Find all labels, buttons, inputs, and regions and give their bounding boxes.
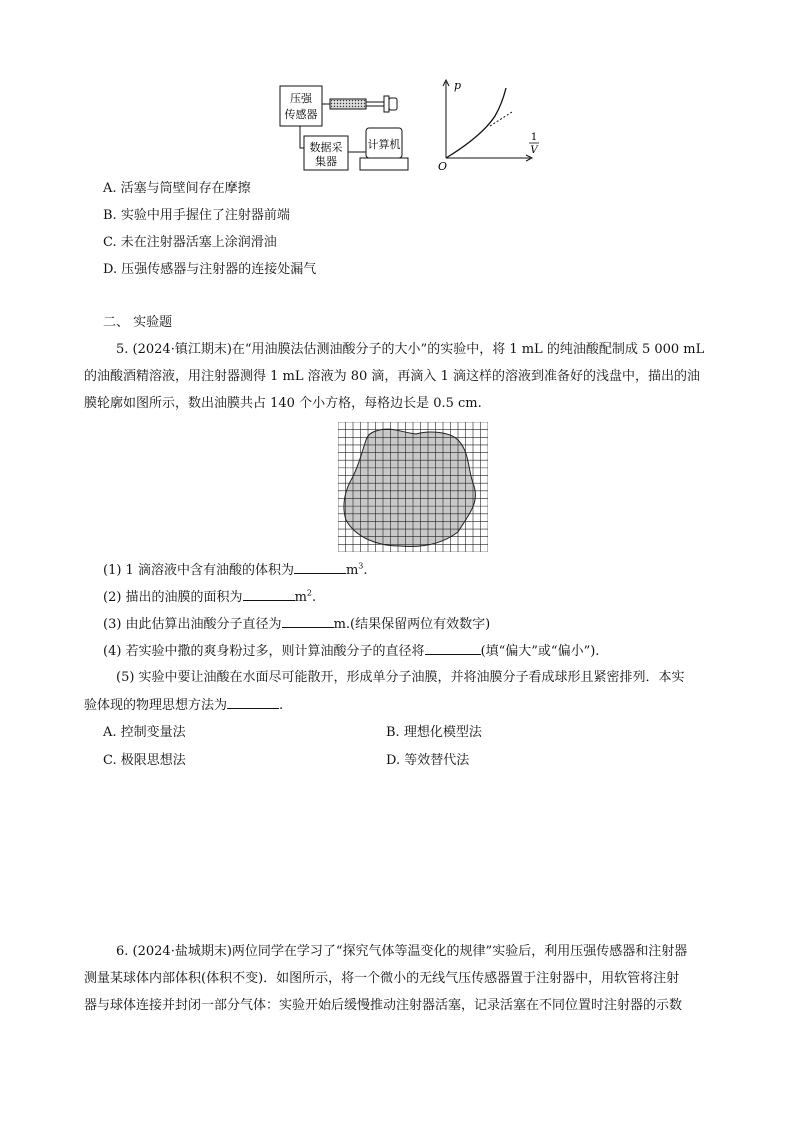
q5-sub3-blank[interactable] — [282, 615, 334, 628]
q6-line2: 测量某球体内部体积(体积不变)．如图所示，将一个微小的无线气压传感器置于注射器中，用软管将注射 — [84, 971, 680, 986]
q5-sub2-text: (2) 描出的油膜的面积为 — [103, 590, 243, 605]
q5-sub4-text: (4) 若实验中撒的爽身粉过多，则计算油酸分子的直径将 — [103, 644, 425, 659]
q4-option-d: D. 压强传感器与注射器的连接处漏气 — [103, 262, 317, 277]
q5-option-b: B. 理想化模型法 — [386, 725, 482, 740]
collector-label-line1: 数据采 — [309, 141, 343, 154]
q5-sub2: (2) 描出的油膜的面积为 $m^2$. — [103, 588, 317, 605]
sensor-label-line1: 压强 — [290, 92, 312, 105]
oil-film-grid — [338, 422, 488, 552]
computer-label: 计算机 — [367, 138, 401, 151]
q4-option-a: A. 活塞与筒壁间存在摩擦 — [103, 181, 251, 196]
q4-option-b: B. 实验中用手握住了注射器前端 — [103, 208, 290, 223]
q5-sub5-blank[interactable] — [227, 696, 279, 709]
section-title: 二、 实验题 — [103, 315, 173, 330]
q5-sub3: (3) 由此估算出油酸分子直径为 m.(结果保留两位有效数字) — [103, 617, 491, 632]
q5-sub2-blank[interactable] — [243, 588, 295, 601]
q5-line1: 5. (2024·镇江期末)在“用油膜法估测油酸分子的大小”的实验中，将 1 mL 的纯油酸配制成 5 000 mL — [116, 342, 705, 357]
q5-option-d: D. 等效替代法 — [386, 753, 470, 768]
origin-label: O — [438, 160, 448, 173]
q5-sub1-text: (1) 1 滴溶液中含有油酸的体积为 — [103, 563, 294, 578]
q5-sub1: (1) 1 滴溶液中含有油酸的体积为 $m^3$. — [103, 561, 368, 578]
q5-option-a: A. 控制变量法 — [103, 725, 186, 740]
q4-option-c: C. 未在注射器活塞上涂润滑油 — [103, 235, 277, 250]
q6-line1: 6. (2024·盐城期末)两位同学在学习了“探究气体等温变化的规律”实验后，利用压强传感器和注射器 — [116, 944, 688, 959]
q6-line3: 器与球体连接并封闭一部分气体：实验开始后缓慢推动注射器活塞，记录活塞在不同位置时注射器的示数 — [84, 998, 683, 1013]
sensor-label-line2: 传感器 — [284, 108, 318, 121]
axis-p-label: p — [454, 79, 462, 92]
curve — [446, 88, 506, 158]
q5-sub3-text: (3) 由此估算出油酸分子直径为 — [103, 617, 282, 632]
axis-x-numerator: 1 — [530, 132, 538, 143]
q5-option-c: C. 极限思想法 — [103, 753, 186, 768]
q5-sub5-line2: 验体现的物理思想方法为 . — [84, 698, 284, 713]
q5-sub5-line1: (5) 实验中要让油酸在水面尽可能散开，形成单分子油膜，并将油膜分子看成球形且紧密排列．本实 — [116, 670, 685, 685]
q5-line2: 的油酸酒精溶液，用注射器测得 1 mL 溶液为 80 滴，再滴入 1 滴这样的溶液到准备好的浅盘中，描出的油 — [84, 369, 700, 384]
q5-sub4-blank[interactable] — [425, 642, 481, 655]
apparatus-diagram — [270, 78, 420, 174]
axis-x-denominator: V — [530, 145, 538, 156]
syringe-plunger — [366, 102, 384, 106]
p-inverse-v-graph — [430, 74, 540, 174]
q5-sub1-blank[interactable] — [294, 561, 346, 574]
collector-label-line2: 集器 — [315, 155, 337, 168]
q5-sub4: (4) 若实验中撒的爽身粉过多，则计算油酸分子的直径将 (填“偏大”或“偏小”). — [103, 644, 600, 659]
q5-line3: 膜轮廓如图所示，数出油膜共占 140 个小方格，每格边长是 0.5 cm. — [84, 396, 482, 411]
